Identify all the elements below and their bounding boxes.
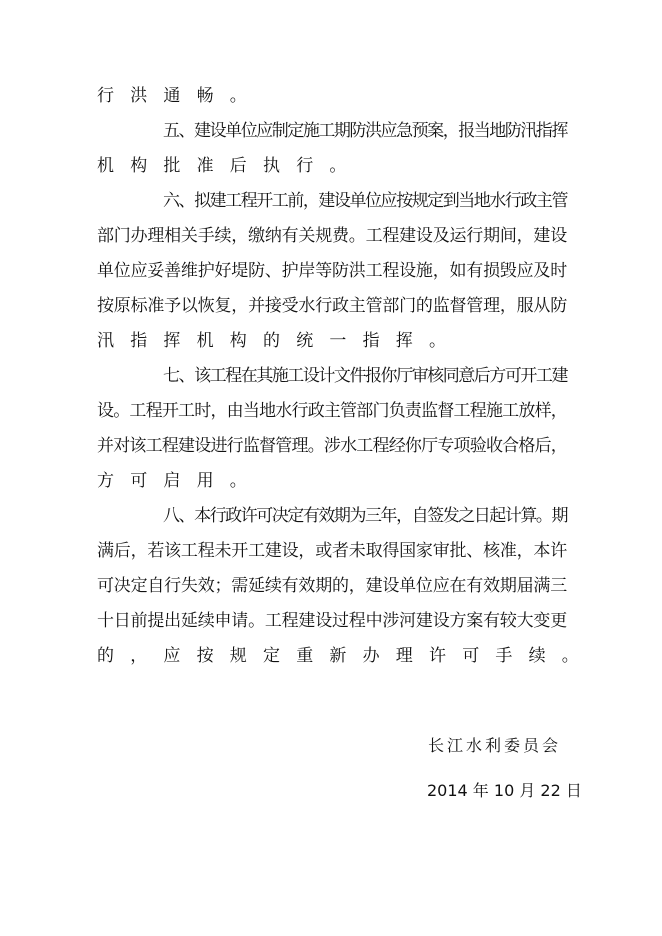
text-line: 八、本行政许可决定有效期为三年，自签发之日起计算。期 bbox=[163, 506, 567, 526]
text-line: 行洪通畅。 bbox=[97, 86, 263, 106]
text-line: 并对该工程建设进行监督管理。涉水工程经你厅专项验收合格后， bbox=[97, 436, 567, 456]
text-line: 部门办理相关手续，缴纳有关规费。工程建设及运行期间，建设 bbox=[97, 226, 567, 246]
text-line: 七、该工程在其施工设计文件报你厅审核同意后方可开工建 bbox=[163, 366, 567, 386]
paragraph bbox=[97, 365, 567, 505]
text-line: 的，应按规定重新办理许可手续。 bbox=[97, 646, 595, 666]
text-line: 机构批准后执行。 bbox=[97, 156, 363, 176]
text-line: 十日前提出延续申请。工程建设过程中涉河建设方案有较大变更 bbox=[97, 611, 567, 631]
signature-date: 2014 年 10 月 22 日 bbox=[427, 781, 582, 800]
paragraph bbox=[97, 505, 595, 680]
paragraph bbox=[97, 85, 567, 120]
text-line: 设。工程开工时，由当地水行政主管部门负责监督工程施工放样， bbox=[97, 401, 567, 421]
text-line: 满后，若该工程未开工建设，或者未取得国家审批、核准，本许 bbox=[97, 541, 567, 561]
paragraph bbox=[97, 190, 567, 365]
text-line: 汛指挥机构的统一指挥。 bbox=[97, 331, 463, 351]
text-line: 按原标准予以恢复，并接受水行政主管部门的监督管理，服从防 bbox=[97, 296, 567, 316]
text-line: 单位应妥善维护好堤防、护岸等防洪工程设施，如有损毁应及时 bbox=[97, 261, 567, 281]
paragraph bbox=[97, 120, 567, 190]
text-line: 六、拟建工程开工前，建设单位应按规定到当地水行政主管 bbox=[163, 191, 567, 211]
text-line: 可决定自行失效；需延续有效期的，建设单位应在有效期届满三 bbox=[97, 576, 567, 596]
text-line: 方可启用。 bbox=[97, 471, 263, 491]
signature-organization: 长江水利委员会 bbox=[428, 736, 562, 755]
document-body bbox=[97, 85, 595, 680]
text-line: 五、建设单位应制定施工期防洪应急预案，报当地防汛指挥 bbox=[163, 121, 567, 141]
